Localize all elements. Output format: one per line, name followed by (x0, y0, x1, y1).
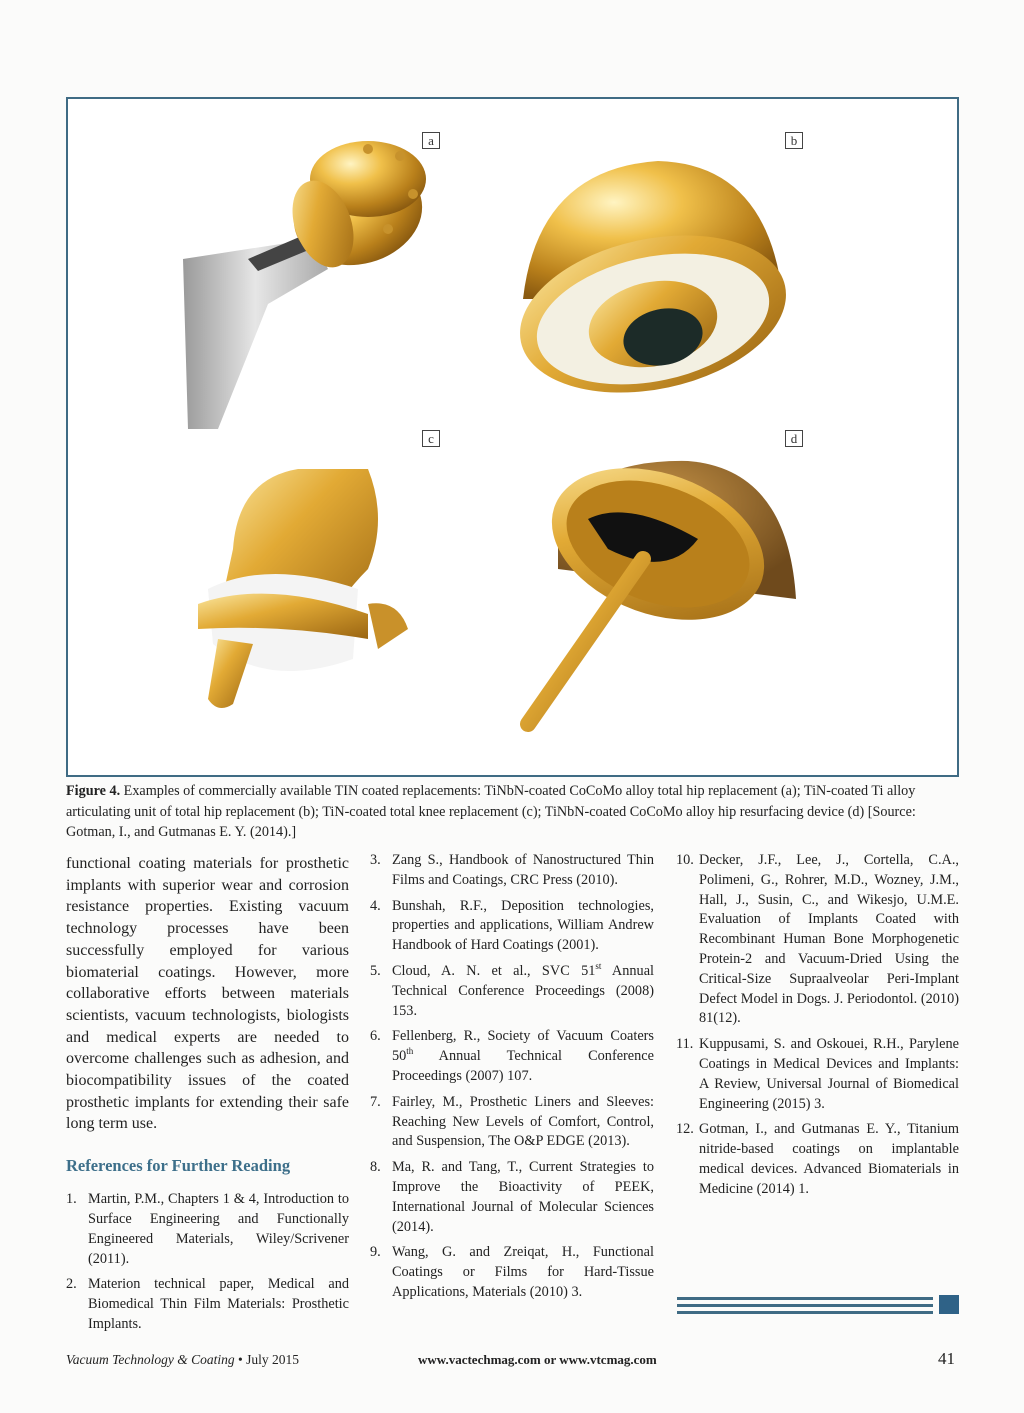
figure-frame (66, 97, 959, 777)
reference-text: Gotman, I., and Gutmanas E. Y., Titanium nitride-based coatings on implantable medical devices. Advanced Biomaterials in Medicine (2014) 1. (699, 1121, 959, 1197)
journal-name: Vacuum Technology & Coating (66, 1352, 235, 1367)
reference-text: Bunshah, R.F., Deposition technologies, properties and applications, William Andrew Handbook of Hard Coatings (2001). (392, 897, 654, 954)
reference-number: 5. (370, 962, 381, 979)
reference-number: 9. (370, 1244, 381, 1261)
reference-number: 8. (370, 1159, 381, 1176)
reference-text: Martin, P.M., Chapters 1 & 4, Introduction to Surface Engineering and Functionally Engineered Materials, Wiley/Scrivener (2011). (88, 1191, 349, 1267)
panel-d-resurfacing-device (528, 441, 796, 724)
decorative-rule (677, 1297, 933, 1300)
reference-text: Wang, G. and Zreiqat, H., Functional Coatings or Films for Hard-Tissue Applications, Materials (2010) 3. (392, 1244, 654, 1300)
panel-c-knee-replacement (198, 469, 408, 708)
panel-a-hip-replacement (183, 141, 434, 429)
caption-label: Figure 4. (66, 783, 121, 799)
reference-item (66, 1275, 349, 1334)
reference-text: Fellenberg, R., Society of Vacuum Coaters 50 (392, 1028, 654, 1065)
reference-item (66, 1190, 349, 1269)
page-number: 41 (938, 1349, 955, 1368)
reference-text: Materion technical paper, Medical and Biomedical Thin Film Materials: Prosthetic Implants. (88, 1276, 349, 1332)
decorative-rule (677, 1311, 933, 1314)
panel-label-b: b (785, 132, 803, 149)
reference-item (370, 897, 654, 956)
reference-number: 4. (370, 897, 381, 914)
footer-journal (66, 1352, 299, 1368)
reference-item (676, 1035, 959, 1114)
reference-number: 10. (676, 852, 694, 868)
reference-text: Cloud, A. N. et al., SVC 51 (392, 962, 596, 979)
figure-illustrations (68, 99, 957, 775)
caption-text: Examples of commercially available TIN coated replacements: TiNbN-coated CoCoMo alloy total hip replacement (a); TiN-coated Ti alloy articulating unit of total hip replacement (b); TiN-coated total knee replacement (c); TiNbN-coated CoCoMo alloy hip resurfacing device (d) [Source: Gotman, I., and Gutmanas E. Y. (2014).] (66, 783, 916, 840)
reference-number: 12. (676, 1121, 694, 1138)
panel-b-articulating-unit (505, 161, 800, 415)
reference-text: Fairley, M., Prosthetic Liners and Sleeves: Reaching New Levels of Comfort, Control, and Suspension, The O&P EDGE (2013). (392, 1093, 654, 1150)
reference-number: 11. (676, 1036, 694, 1053)
reference-text: Annual Technical Conference Proceedings (2007) 107. (392, 1048, 654, 1084)
decorative-rule (677, 1304, 933, 1307)
reference-item (370, 1027, 654, 1086)
references-list-col1 (66, 1190, 349, 1335)
panel-label-c: c (422, 430, 440, 447)
reference-superscript: th (406, 1046, 414, 1057)
reference-number: 3. (370, 852, 381, 868)
reference-item (370, 1158, 654, 1237)
reference-text: Annual Technical Conference Proceedings (2008) 153. (392, 962, 655, 1019)
reference-number: 6. (370, 1028, 381, 1045)
panel-label-d: d (785, 430, 803, 447)
reference-text: Decker, J.F., Lee, J., Cortella, C.A., Polimeni, G., Rohrer, M.D., Wozney, J.M., Hall, J., Susin, C., and Wikesjo, U.M.E. Evaluation of Implants Coated with Recombinant Human Bone Morphogenetic Protein-2 and Vacuum-Dried Using the Critical-Size Supraalveolar Peri-Implant Defect Model in Dogs. J. Periodontol. (2010) 81(12). (699, 852, 959, 1027)
references-heading: References for Further Reading (66, 1156, 291, 1176)
column-2 (370, 851, 654, 1309)
panel-label-a: a (422, 132, 440, 149)
footer-separator: • (238, 1352, 243, 1367)
reference-text: Kuppusami, S. and Oskouei, R.H., Parylene Coatings in Medical Devices and Implants: A Review, Universal Journal of Biomedical Engineering (2015) 3. (699, 1036, 959, 1112)
reference-item (370, 962, 654, 1021)
column-1 (66, 853, 349, 1341)
figure-caption (66, 781, 960, 843)
reference-number: 2. (66, 1276, 77, 1293)
reference-item (676, 851, 959, 1029)
issue-date: July 2015 (246, 1352, 299, 1367)
reference-item (370, 851, 654, 891)
column-3 (676, 851, 959, 1206)
reference-number: 1. (66, 1191, 77, 1208)
decorative-square (939, 1295, 959, 1314)
reference-superscript: st (595, 961, 602, 972)
reference-text: Ma, R. and Tang, T., Current Strategies to Improve the Bioactivity of PEEK, International Journal of Molecular Sciences (2014). (392, 1159, 654, 1235)
reference-text: Zang S., Handbook of Nanostructured Thin Films and Coatings, CRC Press (2010). (392, 852, 654, 888)
reference-item (676, 1120, 959, 1199)
reference-item (370, 1243, 654, 1302)
reference-item (370, 1093, 654, 1152)
body-paragraph: functional coating materials for prosthetic implants with superior wear and corrosion resistance properties. Existing vacuum technology processes have been successfully employed for various biomaterial coatings. However, more collaborative efforts between materials scientists, vacuum technologists, biologists and medical experts are needed to overcome challenges such as adhesion, and biocompatibility issues of the coated prosthetic implants for extending their safe long term use. (66, 855, 349, 1133)
footer-url[interactable]: www.vactechmag.com or www.vtcmag.com (418, 1352, 657, 1367)
reference-number: 7. (370, 1093, 381, 1110)
